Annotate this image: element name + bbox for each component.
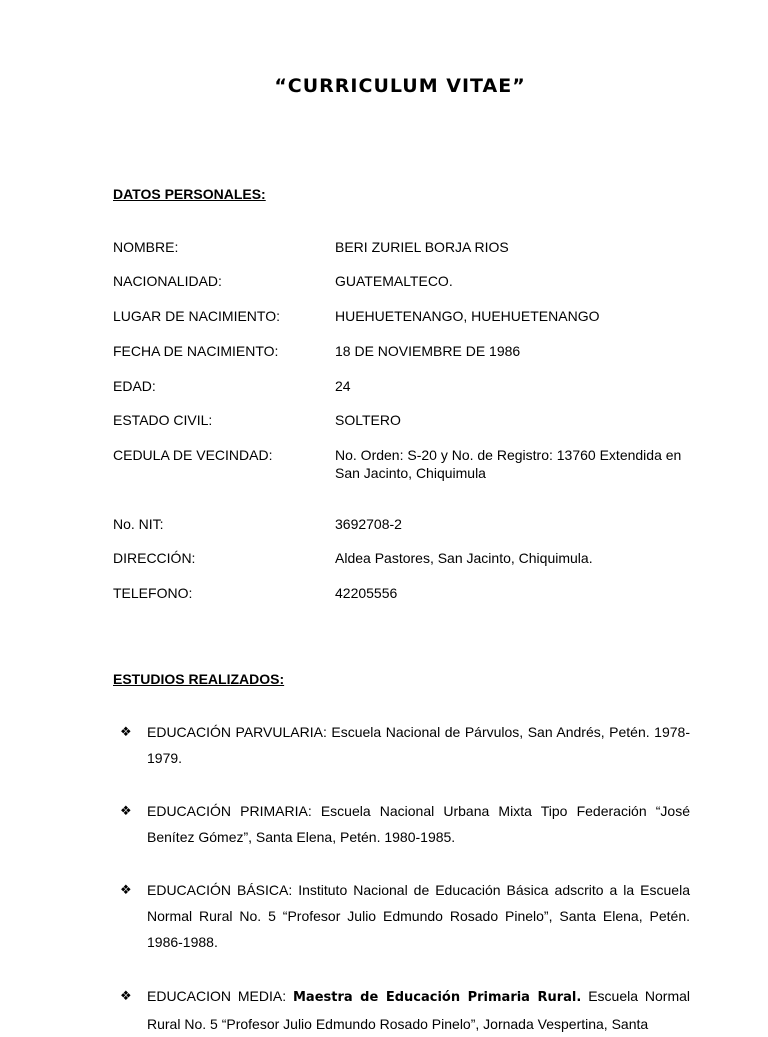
field-label: NACIONALIDAD: xyxy=(113,273,222,289)
field-value: SOLTERO xyxy=(335,412,401,428)
field-value: No. Orden: S-20 y No. de Registro: 13760 Extendida en San Jacinto, Chiquimula xyxy=(335,447,682,481)
document-title: “CURRICULUM VITAE” xyxy=(274,75,526,97)
field-label: TELEFONO: xyxy=(113,585,193,601)
field-label: NOMBRE: xyxy=(113,239,179,255)
field-label: No. NIT: xyxy=(113,516,164,532)
diamond-bullet-icon: ❖ xyxy=(120,988,132,1003)
field-value: 3692708-2 xyxy=(335,516,402,532)
study-item-text: EDUCACIÓN PARVULARIA: Escuela Nacional de Párvulos, San Andrés, Petén. 1978-1979. xyxy=(147,724,690,766)
study-item-text: EDUCACIÓN BÁSICA: Instituto Nacional de Educación Básica adscrito a la Escuela Normal Rural No. 5 “Profesor Julio Edmundo Rosado Pinelo”, Santa Elena, Petén. 1986-1988. xyxy=(147,882,690,950)
field-label: LUGAR DE NACIMIENTO: xyxy=(113,308,280,324)
section-heading-estudios-realizados: ESTUDIOS REALIZADOS: xyxy=(113,671,285,687)
study-item-text: EDUCACIÓN PRIMARIA: Escuela Nacional Urbana Mixta Tipo Federación “José Benítez Gómez”, Santa Elena, Petén. 1980-1985. xyxy=(147,803,690,845)
diamond-bullet-icon: ❖ xyxy=(120,724,132,739)
study-item-degree: Maestra de Educación Primaria Rural. xyxy=(293,990,582,1005)
field-label: CEDULA DE VECINDAD: xyxy=(113,447,273,463)
study-item-text xyxy=(147,983,690,1037)
field-value: BERI ZURIEL BORJA RIOS xyxy=(335,239,509,255)
study-list-item xyxy=(120,983,690,1037)
study-list-item xyxy=(120,719,690,771)
field-value: GUATEMALTECO. xyxy=(335,273,453,289)
field-label: DIRECCIÓN: xyxy=(113,550,196,566)
field-value: 18 DE NOVIEMBRE DE 1986 xyxy=(335,343,521,359)
study-list-item xyxy=(120,798,690,850)
section-heading-datos-personales: DATOS PERSONALES: xyxy=(113,186,266,202)
field-value: HUEHUETENANGO, HUEHUETENANGO xyxy=(335,308,600,324)
field-value: Aldea Pastores, San Jacinto, Chiquimula. xyxy=(335,550,593,566)
field-label: FECHA DE NACIMIENTO: xyxy=(113,343,279,359)
field-value: 24 xyxy=(335,378,351,394)
study-item-suffix: Escuela Normal Rural No. 5 “Profesor Julio Edmundo Rosado Pinelo”, Jornada Vespertina, Santa xyxy=(147,988,690,1032)
field-label: EDAD: xyxy=(113,378,156,394)
field-label: ESTADO CIVIL: xyxy=(113,412,213,428)
diamond-bullet-icon: ❖ xyxy=(120,882,132,897)
study-list-item xyxy=(120,877,690,955)
diamond-bullet-icon: ❖ xyxy=(120,803,132,818)
field-value: 42205556 xyxy=(335,585,398,601)
study-item-prefix: EDUCACION MEDIA: xyxy=(147,988,293,1004)
